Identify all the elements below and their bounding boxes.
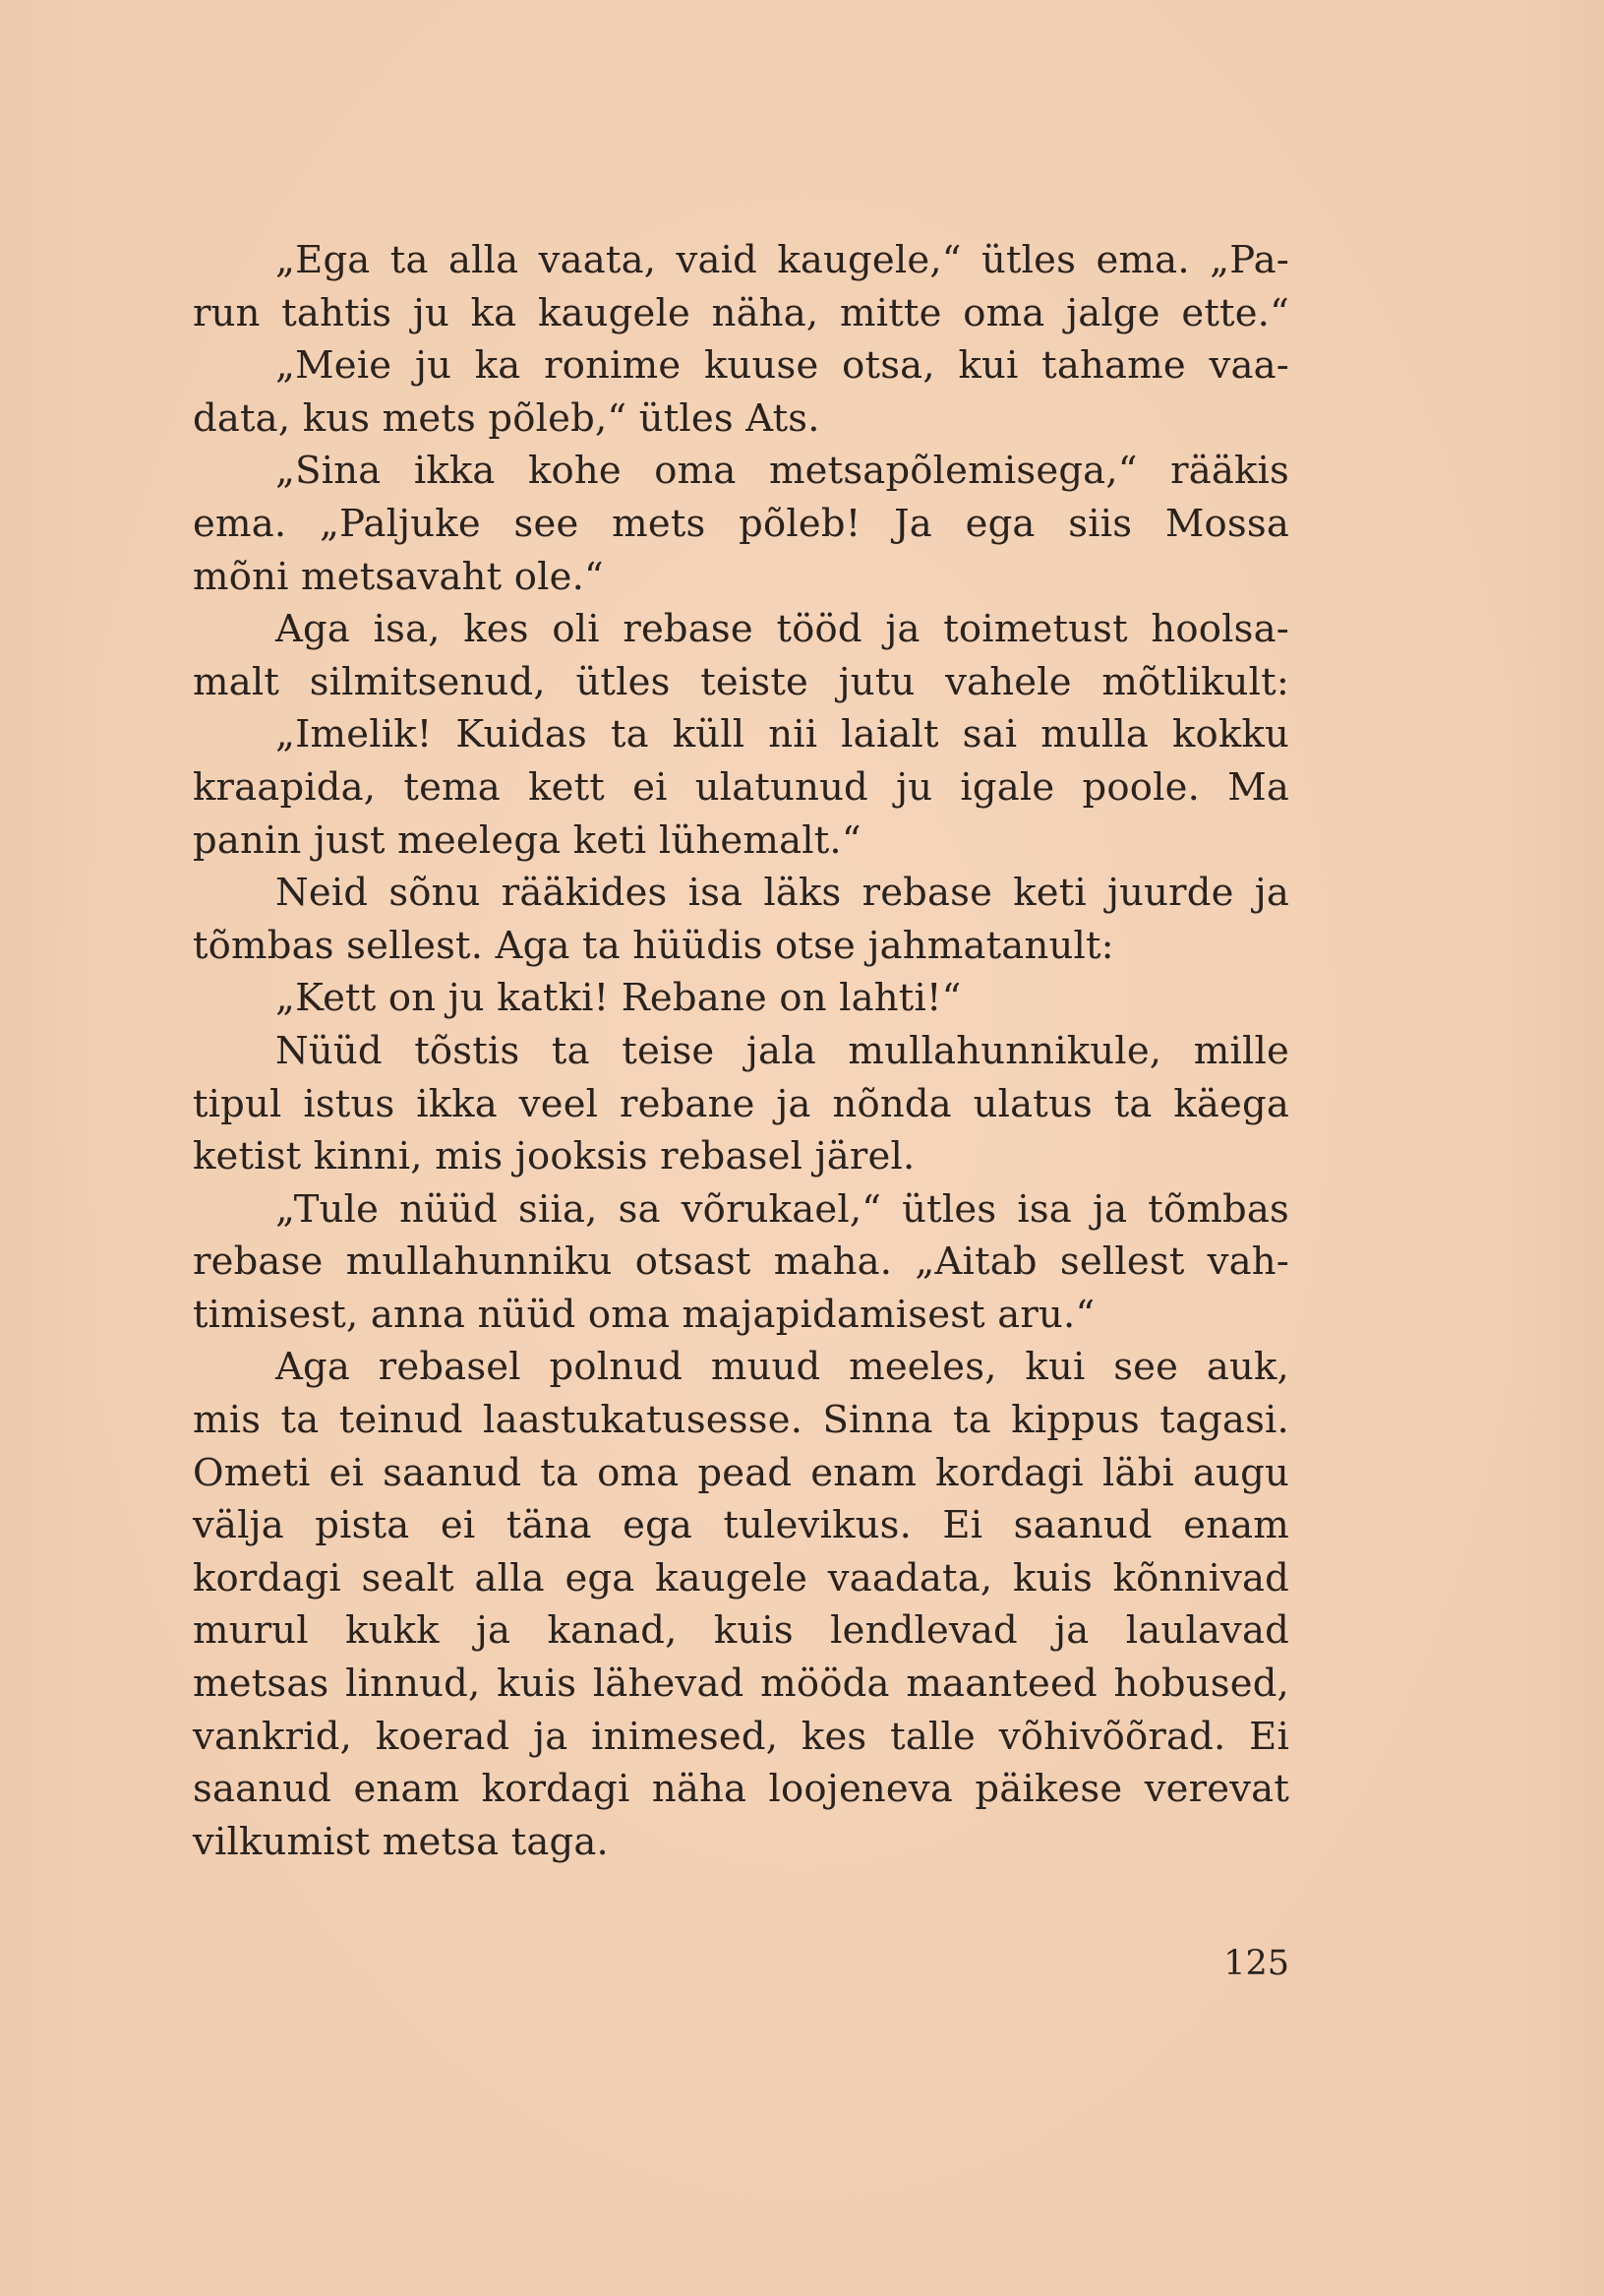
paragraph <box>193 603 1289 708</box>
text-line: vankrid, koerad ja inimesed, kes talle võhivõõrad. Ei <box>193 1714 1289 1759</box>
text-line: „Sina ikka kohe oma metsapõlemisega,“ rääkis <box>275 449 1289 494</box>
text-line: panin just meelega keti lühemalt.“ <box>193 817 861 863</box>
text-line: „Tule nüüd siia, sa võrukael,“ ütles isa ja tõmbas <box>275 1186 1289 1232</box>
text-line: vilkumist metsa taga. <box>193 1819 609 1864</box>
text-line: Aga rebasel polnud muud meeles, kui see auk, <box>275 1345 1289 1390</box>
text-line: tõmbas sellest. Aga ta hüüdis otse jahmatanult: <box>193 923 1114 968</box>
text-line: kraapida, tema kett ei ulatunud ju igale poole. Ma <box>193 764 1289 810</box>
text-line: välja pista ei täna ega tulevikus. Ei saanud enam <box>193 1503 1289 1548</box>
text-line: mõni metsavaht ole.“ <box>193 554 604 599</box>
paragraph <box>193 972 1289 1025</box>
text-line: Ometi ei saanud ta oma pead enam kordagi läbi augu <box>193 1450 1289 1495</box>
text-line: data, kus mets põleb,“ ütles Ats. <box>193 395 820 441</box>
text-line: ema. „Paljuke see mets põleb! Ja ega siis Mossa <box>193 501 1289 546</box>
text-line: Nüüd tõstis ta teise jala mullahunnikule, mille <box>275 1028 1289 1073</box>
paragraph <box>193 1183 1289 1342</box>
paragraph <box>193 708 1289 867</box>
text-line: run tahtis ju ka kaugele näha, mitte oma jalge ette.“ <box>193 290 1289 335</box>
text-line: murul kukk ja kanad, kuis lendlevad ja laulavad <box>193 1608 1289 1654</box>
paragraph <box>193 339 1289 445</box>
text-line: metsas linnud, kuis lähevad mööda maanteed hobused, <box>193 1662 1289 1707</box>
text-line: Neid sõnu rääkides isa läks rebase keti juurde ja <box>275 871 1289 916</box>
paragraph <box>193 1025 1289 1183</box>
text-line: tipul istus ikka veel rebane ja nõnda ulatus ta käega <box>193 1081 1289 1126</box>
text-line: kordagi sealt alla ega kaugele vaadata, kuis kõnnivad <box>193 1555 1289 1601</box>
text-line: „Ega ta alla vaata, vaid kaugele,“ ütles ema. „Pa- <box>275 238 1289 282</box>
paragraph <box>193 234 1289 339</box>
text-line: timisest, anna nüüd oma majapidamisest aru.“ <box>193 1292 1096 1337</box>
paragraph <box>193 445 1289 603</box>
text-line: saanud enam kordagi näha loojeneva päikese verevat <box>193 1767 1289 1812</box>
text-line: rebase mullahunniku otsast maha. „Aitab sellest vah- <box>193 1239 1289 1285</box>
text-line: „Imelik! Kuidas ta küll nii laialt sai mulla kokku <box>275 712 1289 757</box>
body-text <box>193 234 1289 1868</box>
text-line: „Kett on ju katki! Rebane on lahti!“ <box>275 976 962 1021</box>
text-line: malt silmitsenud, ütles teiste jutu vahele mõtlikult: <box>193 659 1289 704</box>
text-line: mis ta teinud laastukatusesse. Sinna ta kippus tagasi. <box>193 1398 1289 1443</box>
text-line: Aga isa, kes oli rebase tööd ja toimetust hoolsa- <box>275 607 1289 652</box>
text-line: ketist kinni, mis jooksis rebasel järel. <box>193 1134 916 1179</box>
page-number: 125 <box>1223 1944 1289 1983</box>
paragraph <box>193 867 1289 972</box>
text-line: „Meie ju ka ronime kuuse otsa, kui tahame vaa- <box>275 343 1289 389</box>
paragraph <box>193 1341 1289 1868</box>
